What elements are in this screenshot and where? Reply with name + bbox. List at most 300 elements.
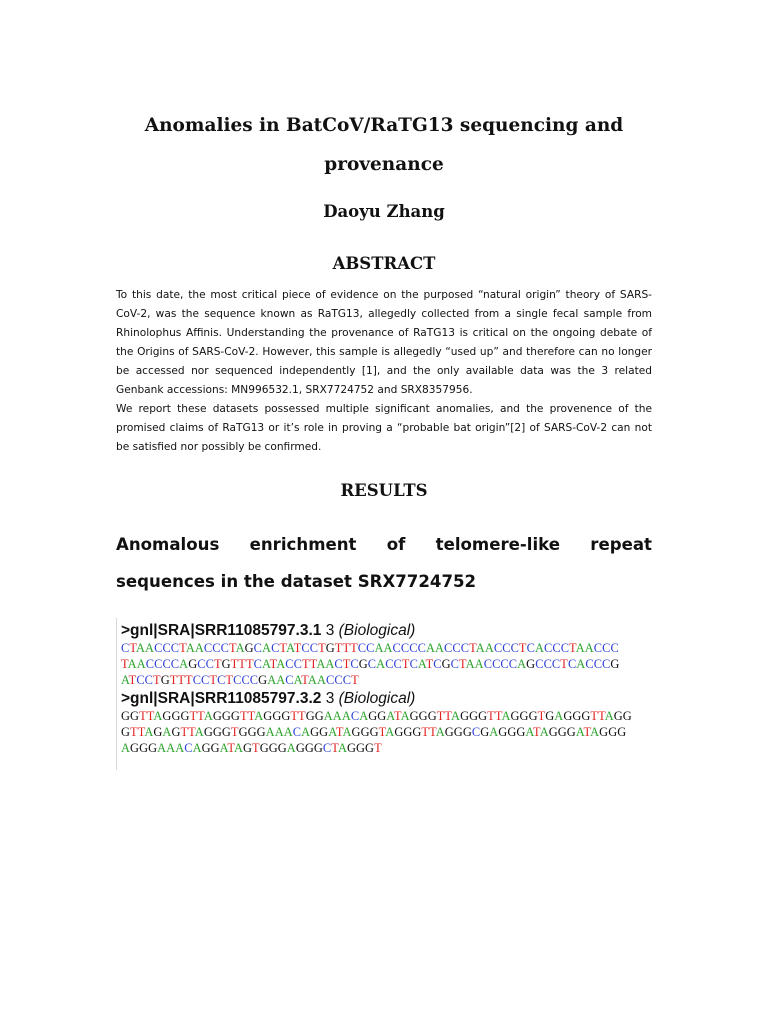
nucleotide-T: T (279, 641, 287, 655)
nucleotide-A: A (283, 725, 293, 739)
nucleotide-G: G (427, 709, 437, 723)
nucleotide-A: A (307, 673, 317, 687)
nucleotide-G: G (148, 741, 158, 755)
nucleotide-C: C (367, 657, 377, 671)
nucleotide-C: C (342, 673, 352, 687)
nucleotide-G: G (210, 741, 220, 755)
nucleotide-G: G (617, 725, 627, 739)
nucleotide-A: A (127, 657, 137, 671)
nucleotide-C: C (510, 641, 519, 655)
nucleotide-A: A (501, 709, 511, 723)
nucleotide-G: G (563, 709, 573, 723)
nucleotide-C: C (508, 657, 518, 671)
nucleotide-T: T (518, 641, 527, 655)
nucleotide-A: A (194, 641, 204, 655)
nucleotide-A: A (376, 657, 386, 671)
nucleotide-G: G (453, 725, 463, 739)
nucleotide-G: G (418, 709, 428, 723)
nucleotide-G: G (356, 741, 366, 755)
nucleotide-C: C (220, 641, 229, 655)
nucleotide-A: A (337, 741, 347, 755)
nucleotide-C: C (217, 673, 226, 687)
abstract-paragraph-2: We report these datasets possessed multiple significant anomalies, and the provenence of the promised claims of RaTG13 or it’s role in proving a “probable bat origin”[2] of SARS-CoV-2 can not be satisfied nor possibly be confirmed. (116, 403, 652, 453)
nucleotide-C: C (249, 673, 259, 687)
nucleotide-G: G (377, 709, 387, 723)
nucleotide-T: T (569, 641, 576, 655)
nucleotide-T: T (169, 673, 178, 687)
nucleotide-A: A (386, 709, 394, 723)
nucleotide-C: C (560, 641, 570, 655)
nucleotide-G: G (444, 725, 454, 739)
nucleotide-G: G (507, 725, 517, 739)
nucleotide-C: C (162, 657, 171, 671)
nucleotide-A: A (554, 709, 564, 723)
nucleotide-A: A (276, 657, 286, 671)
nucleotide-C: C (502, 641, 511, 655)
nucleotide-G: G (360, 725, 370, 739)
nucleotide-C: C (253, 641, 263, 655)
nucleotide-G: G (412, 725, 422, 739)
nucleotide-G: G (460, 709, 470, 723)
nucleotide-T: T (335, 725, 343, 739)
nucleotide-T: T (290, 709, 299, 723)
nucleotide-A: A (175, 741, 185, 755)
nucleotide-C: C (292, 725, 302, 739)
nucleotide-A: A (192, 741, 202, 755)
nucleotide-G: G (572, 709, 582, 723)
read-tag-2: (Biological) (338, 690, 416, 707)
nucleotide-A: A (179, 657, 189, 671)
nucleotide-A: A (162, 725, 172, 739)
sequence-line (121, 640, 619, 656)
nucleotide-C: C (417, 641, 426, 655)
nucleotide-T: T (209, 673, 218, 687)
nucleotide-C: C (121, 641, 130, 655)
nucleotide-A: A (323, 709, 333, 723)
nucleotide-T: T (252, 741, 260, 755)
nucleotide-C: C (526, 641, 535, 655)
nucleotide-G: G (358, 657, 368, 671)
nucleotide-T: T (560, 657, 568, 671)
nucleotide-A: A (400, 709, 410, 723)
nucleotide-G: G (403, 725, 413, 739)
nucleotide-T: T (121, 657, 128, 671)
nucleotide-A: A (286, 641, 294, 655)
nucleotide-G: G (519, 709, 529, 723)
nucleotide-T: T (293, 641, 302, 655)
nucleotide-C: C (162, 641, 171, 655)
nucleotide-T: T (228, 641, 236, 655)
nucleotide-T: T (318, 641, 326, 655)
nucleotide-G: G (613, 709, 623, 723)
nucleotide-C: C (433, 657, 442, 671)
nucleotide-G: G (130, 709, 140, 723)
nucleotide-T: T (378, 725, 386, 739)
abstract-heading: ABSTRACT (332, 254, 436, 273)
nucleotide-G: G (121, 725, 131, 739)
nucleotide-G: G (243, 741, 253, 755)
nucleotide-C: C (585, 657, 594, 671)
nucleotide-A: A (475, 641, 485, 655)
nucleotide-C: C (535, 657, 544, 671)
nucleotide-C: C (212, 641, 221, 655)
nucleotide-G: G (221, 657, 231, 671)
nucleotide-G: G (268, 741, 278, 755)
nucleotide-A: A (590, 725, 600, 739)
sequence-line (121, 724, 626, 740)
nucleotide-C: C (170, 657, 180, 671)
nucleotide-C: C (184, 741, 193, 755)
nucleotide-C: C (301, 641, 310, 655)
nucleotide-A: A (265, 725, 275, 739)
nucleotide-G: G (304, 741, 314, 755)
nucleotide-A: A (325, 657, 335, 671)
nucleotide-G: G (238, 725, 248, 739)
nucleotide-T: T (225, 673, 234, 687)
nucleotide-G: G (171, 709, 181, 723)
nucleotide-A: A (235, 641, 245, 655)
read-header-1 (121, 622, 415, 640)
nucleotide-C: C (450, 657, 459, 671)
nucleotide-T: T (177, 673, 186, 687)
nucleotide-T: T (429, 725, 436, 739)
nucleotide-C: C (409, 641, 418, 655)
nucleotide-G: G (160, 673, 170, 687)
nucleotide-C: C (409, 657, 418, 671)
nucleotide-C: C (325, 673, 335, 687)
nucleotide-A: A (604, 709, 614, 723)
nucleotide-A: A (451, 709, 461, 723)
nucleotide-G: G (256, 725, 266, 739)
nucleotide-G: G (171, 725, 181, 739)
results-subheading: Anomalous enrichment of telomere-like repeat sequences in the dataset SRX7724752 (116, 535, 652, 591)
nucleotide-G: G (557, 725, 567, 739)
nucleotide-C: C (350, 657, 359, 671)
title-line-2: provenance (324, 154, 444, 175)
nucleotide-A: A (328, 725, 336, 739)
read-header-2 (121, 690, 415, 708)
abstract-body (116, 286, 652, 457)
nucleotide-A: A (274, 725, 284, 739)
nucleotide-A: A (316, 657, 326, 671)
nucleotide-T: T (230, 657, 239, 671)
nucleotide-T: T (197, 709, 204, 723)
nucleotide-A: A (286, 741, 296, 755)
nucleotide-T: T (139, 709, 147, 723)
read-tag-1: (Biological) (338, 622, 416, 639)
nucleotide-C: C (201, 673, 210, 687)
nucleotide-C: C (136, 673, 145, 687)
nucleotide-A: A (293, 673, 302, 687)
nucleotide-G: G (365, 741, 375, 755)
nucleotide-G: G (153, 725, 163, 739)
nucleotide-T: T (487, 709, 495, 723)
nucleotide-C: C (233, 673, 242, 687)
nucleotide-C: C (567, 657, 577, 671)
nucleotide-A: A (474, 657, 484, 671)
nucleotide-G: G (221, 709, 231, 723)
nucleotide-T: T (537, 709, 546, 723)
nucleotide-T: T (180, 725, 189, 739)
nucleotide-T: T (185, 673, 193, 687)
nucleotide-G: G (295, 741, 305, 755)
nucleotide-G: G (162, 709, 172, 723)
nucleotide-C: C (197, 657, 206, 671)
nucleotide-T: T (153, 673, 161, 687)
nucleotide-G: G (462, 725, 472, 739)
nucleotide-C: C (350, 709, 360, 723)
nucleotide-G: G (310, 725, 320, 739)
nucleotide-G: G (201, 741, 211, 755)
nucleotide-T: T (309, 657, 317, 671)
nucleotide-C: C (285, 673, 294, 687)
nucleotide-A: A (534, 641, 544, 655)
nucleotide-T: T (238, 657, 246, 671)
nucleotide-C: C (293, 657, 303, 671)
nucleotide-A: A (425, 641, 436, 655)
nucleotide-C: C (285, 657, 294, 671)
nucleotide-G: G (545, 709, 555, 723)
nucleotide-T: T (494, 709, 502, 723)
nucleotide-G: G (305, 709, 315, 723)
nucleotide-A: A (385, 725, 395, 739)
nucleotide-A: A (157, 741, 167, 755)
nucleotide-G: G (314, 709, 324, 723)
nucleotide-A: A (575, 641, 585, 655)
nucleotide-A: A (576, 657, 586, 671)
nucleotide-C: C (322, 741, 332, 755)
sequence-line (121, 672, 359, 688)
nucleotide-C: C (610, 641, 619, 655)
nucleotide-G: G (394, 725, 404, 739)
nucleotide-A: A (539, 725, 549, 739)
sequence-line (121, 656, 619, 672)
nucleotide-T: T (590, 709, 599, 723)
nucleotide-A: A (262, 641, 272, 655)
nucleotide-C: C (452, 641, 461, 655)
nucleotide-A: A (254, 709, 264, 723)
nucleotide-A: A (484, 641, 494, 655)
nucleotide-T: T (188, 725, 195, 739)
nucleotide-T: T (269, 657, 277, 671)
nucleotide-A: A (121, 741, 131, 755)
nucleotide-C: C (593, 641, 603, 655)
nucleotide-C: C (493, 641, 503, 655)
nucleotide-A: A (575, 725, 584, 739)
nucleotide-C: C (203, 641, 213, 655)
nucleotide-G: G (277, 741, 287, 755)
nucleotide-T: T (230, 725, 239, 739)
nucleotide-C: C (483, 657, 493, 671)
nucleotide-C: C (144, 673, 154, 687)
nucleotide-A: A (136, 641, 146, 655)
nucleotide-A: A (332, 709, 342, 723)
nucleotide-G: G (351, 725, 361, 739)
nucleotide-C: C (551, 657, 561, 671)
nucleotide-G: G (121, 709, 131, 723)
read-count-2: 3 (325, 690, 335, 707)
nucleotide-T: T (298, 709, 306, 723)
nucleotide-G: G (528, 709, 538, 723)
nucleotide-A: A (194, 725, 204, 739)
nucleotide-G: G (566, 725, 576, 739)
nucleotide-T: T (130, 725, 138, 739)
nucleotide-C: C (334, 657, 343, 671)
nucleotide-C: C (602, 641, 611, 655)
nucleotide-T: T (137, 725, 145, 739)
nucleotide-T: T (342, 641, 351, 655)
nucleotide-G: G (203, 725, 213, 739)
nucleotide-T: T (421, 725, 430, 739)
nucleotide-G: G (480, 725, 490, 739)
nucleotide-G: G (188, 657, 198, 671)
nucleotide-G: G (441, 657, 451, 671)
nucleotide-C: C (444, 641, 453, 655)
nucleotide-T: T (301, 673, 308, 687)
nucleotide-A: A (301, 725, 311, 739)
nucleotide-T: T (436, 709, 445, 723)
nucleotide-C: C (154, 641, 163, 655)
nucleotide-C: C (543, 641, 553, 655)
title-line-1: Anomalies in BatCoV/RaTG13 sequencing and (144, 115, 624, 136)
nucleotide-T: T (425, 657, 434, 671)
nucleotide-A: A (316, 673, 326, 687)
nucleotide-G: G (599, 725, 609, 739)
nucleotide-T: T (302, 657, 310, 671)
nucleotide-A: A (219, 741, 228, 755)
nucleotide-G: G (313, 741, 323, 755)
paper-title (116, 106, 652, 184)
nucleotide-T: T (533, 725, 540, 739)
nucleotide-A: A (342, 725, 352, 739)
nucleotide-A: A (435, 641, 445, 655)
nucleotide-C: C (385, 657, 394, 671)
nucleotide-T: T (401, 657, 410, 671)
nucleotide-T: T (146, 709, 154, 723)
nucleotide-T: T (583, 725, 591, 739)
nucleotide-C: C (593, 657, 603, 671)
nucleotide-A: A (203, 709, 213, 723)
nucleotide-G: G (608, 725, 618, 739)
nucleotide-T: T (444, 709, 452, 723)
sequence-line (121, 708, 632, 724)
nucleotide-C: C (145, 657, 155, 671)
nucleotide-T: T (179, 641, 186, 655)
read-id-2: >gnl|SRA|SRR11085797.3.2 (121, 690, 322, 707)
nucleotide-A: A (136, 657, 146, 671)
sequence-figure (116, 618, 653, 770)
nucleotide-C: C (400, 641, 410, 655)
nucleotide-A: A (276, 673, 286, 687)
nucleotide-G: G (622, 709, 632, 723)
nucleotide-T: T (227, 741, 234, 755)
author-name: Daoyu Zhang (323, 202, 445, 221)
nucleotide-A: A (584, 641, 594, 655)
nucleotide-G: G (247, 725, 257, 739)
nucleotide-T: T (331, 741, 338, 755)
nucleotide-G: G (369, 725, 379, 739)
nucleotide-G: G (510, 709, 520, 723)
nucleotide-G: G (212, 709, 222, 723)
nucleotide-G: G (516, 725, 526, 739)
nucleotide-C: C (492, 657, 501, 671)
nucleotide-T: T (189, 709, 198, 723)
nucleotide-G: G (259, 741, 269, 755)
nucleotide-A: A (374, 641, 384, 655)
nucleotide-A: A (489, 725, 499, 739)
nucleotide-T: T (239, 709, 248, 723)
nucleotide-C: C (602, 657, 611, 671)
nucleotide-G: G (272, 709, 282, 723)
nucleotide-C: C (154, 657, 163, 671)
nucleotide-G: G (498, 725, 508, 739)
nucleotide-G: G (368, 709, 378, 723)
nucleotide-A: A (359, 709, 369, 723)
nucleotide-C: C (500, 657, 509, 671)
nucleotide-T: T (128, 673, 137, 687)
nucleotide-C: C (552, 641, 561, 655)
nucleotide-T: T (129, 641, 137, 655)
nucleotide-A: A (261, 657, 270, 671)
nucleotide-A: A (121, 673, 129, 687)
nucleotide-C: C (366, 641, 375, 655)
nucleotide-T: T (393, 709, 401, 723)
nucleotide-T: T (598, 709, 605, 723)
nucleotide-C: C (309, 641, 319, 655)
nucleotide-G: G (263, 709, 273, 723)
nucleotide-T: T (342, 657, 351, 671)
read-id-1: >gnl|SRA|SRR11085797.3.1 (121, 622, 322, 639)
nucleotide-G: G (526, 657, 536, 671)
nucleotide-A: A (153, 709, 163, 723)
nucleotide-A: A (417, 657, 426, 671)
nucleotide-G: G (319, 725, 329, 739)
nucleotide-G: G (130, 741, 140, 755)
nucleotide-G: G (548, 725, 558, 739)
nucleotide-G: G (581, 709, 591, 723)
nucleotide-A: A (166, 741, 176, 755)
nucleotide-G: G (180, 709, 190, 723)
nucleotide-C: C (271, 641, 280, 655)
nucleotide-C: C (334, 673, 343, 687)
nucleotide-G: G (139, 741, 149, 755)
abstract-paragraph-1: To this date, the most critical piece of evidence on the purposed “natural origin” theory of SARS-CoV-2, was the sequence known as RaTG13, allegedly collected from a single fecal sample from Rhinolophus Affinis. Understanding the provenance of RaTG13 is critical on the ongoing debate of the Origins of SARS-CoV-2. However, this sample is allegedly “used up” and therefore can no longer be accessed nor sequenced independently [1], and the only available data was the 3 related Genbank accessions: MN996532.1, SRX7724752 and SRX8357956. (116, 289, 652, 396)
nucleotide-T: T (213, 657, 222, 671)
nucleotide-C: C (170, 641, 180, 655)
nucleotide-A: A (145, 641, 155, 655)
nucleotide-T: T (247, 709, 255, 723)
nucleotide-C: C (393, 657, 402, 671)
nucleotide-T: T (469, 641, 476, 655)
nucleotide-C: C (543, 657, 552, 671)
results-heading: RESULTS (340, 481, 428, 500)
nucleotide-G: G (409, 709, 419, 723)
nucleotide-A: A (185, 641, 195, 655)
nucleotide-T: T (245, 657, 254, 671)
nucleotide-G: G (244, 641, 254, 655)
nucleotide-A: A (435, 725, 445, 739)
nucleotide-C: C (357, 641, 367, 655)
nucleotide-C: C (192, 673, 202, 687)
nucleotide-T: T (334, 641, 343, 655)
nucleotide-A: A (465, 657, 475, 671)
nucleotide-G: G (478, 709, 488, 723)
nucleotide-A: A (383, 641, 393, 655)
nucleotide-T: T (351, 673, 359, 687)
nucleotide-G: G (258, 673, 268, 687)
nucleotide-A: A (341, 709, 351, 723)
nucleotide-T: T (350, 641, 358, 655)
